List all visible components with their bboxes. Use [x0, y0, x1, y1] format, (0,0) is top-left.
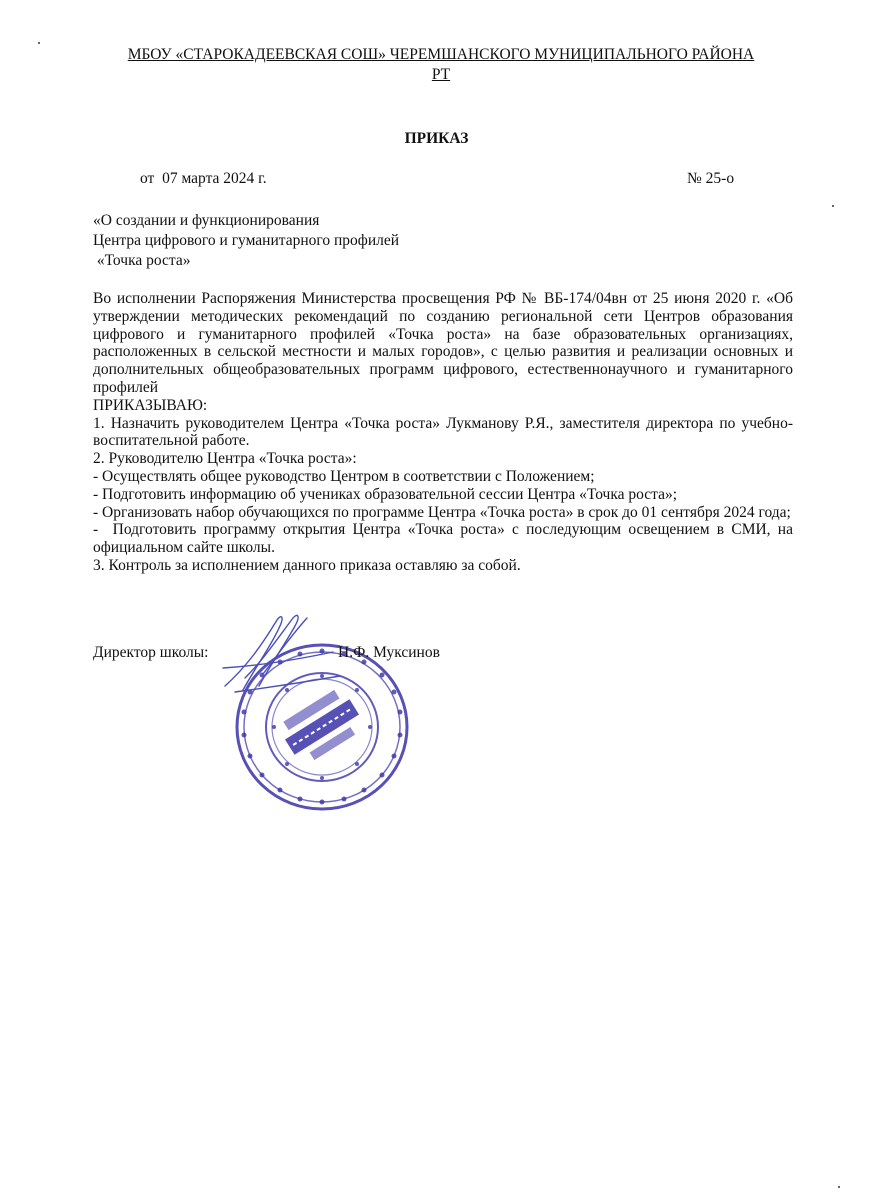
director-signature	[215, 608, 345, 698]
subject-line-3: «Точка роста»	[93, 252, 191, 269]
scan-artifact	[832, 205, 834, 207]
order-subject	[93, 211, 399, 271]
preamble: Во исполнении Распоряжения Министерства просвещения РФ № ВБ-174/04вн от 25 июня 2020 г. «Об утверждении методических рекомендаций по созданию региональной сети Центров образования цифрового и гуманитарного профилей «Точка роста» на базе образовательных организациях, расположенных в сельской местности и малых городов», с целью развития и реализации основных и дополнительных общеобразовательных программ цифрового, естественнонаучного и гуманитарного профилей	[93, 290, 793, 396]
order-word: ПРИКАЗЫВАЮ:	[93, 396, 208, 414]
header-line-1: МБОУ «СТАРОКАДЕЕВСКАЯ СОШ» ЧЕРЕМШАНСКОГО МУНИЦИПАЛЬНОГО РАЙОНА	[127, 46, 755, 63]
signature-role: Директор школы:	[93, 644, 209, 661]
order-item-2: 2. Руководителю Центра «Точка роста»:	[93, 450, 357, 468]
order-subitem: - Организовать набор обучающихся по программе Центра «Точка роста» в срок до 01 сентября 2024 года;	[93, 503, 791, 521]
order-number: № 25-о	[687, 170, 735, 187]
order-item-3: 3. Контроль за исполнением данного приказа оставляю за собой.	[93, 556, 521, 574]
order-item-1: 1. Назначить руководителем Центра «Точка роста» Лукманову Р.Я., заместителя директора по учебно-воспитательной работе.	[93, 414, 793, 450]
document-title: ПРИКАЗ	[404, 130, 469, 147]
subject-line-2: Центра цифрового и гуманитарного профилей	[93, 232, 400, 249]
scan-artifact	[838, 1186, 840, 1188]
scan-artifact	[38, 42, 40, 44]
order-subitem: - Подготовить информацию об учениках образовательной сессии Центра «Точка роста»;	[93, 485, 678, 503]
order-subitem: - Осуществлять общее руководство Центром в соответствии с Положением;	[93, 467, 595, 485]
header-line-2: РТ	[431, 66, 451, 83]
order-date: от 07 марта 2024 г.	[140, 170, 267, 187]
order-body	[93, 290, 797, 575]
subject-line-1: «О создании и функционирования	[93, 212, 320, 229]
signature-name: Н.Ф. Муксинов	[338, 644, 440, 661]
order-subitem: - Подготовить программу открытия Центра «Точка роста» с последующим освещением в СМИ, на официальном сайте школы.	[93, 521, 797, 557]
organization-header	[92, 45, 790, 85]
